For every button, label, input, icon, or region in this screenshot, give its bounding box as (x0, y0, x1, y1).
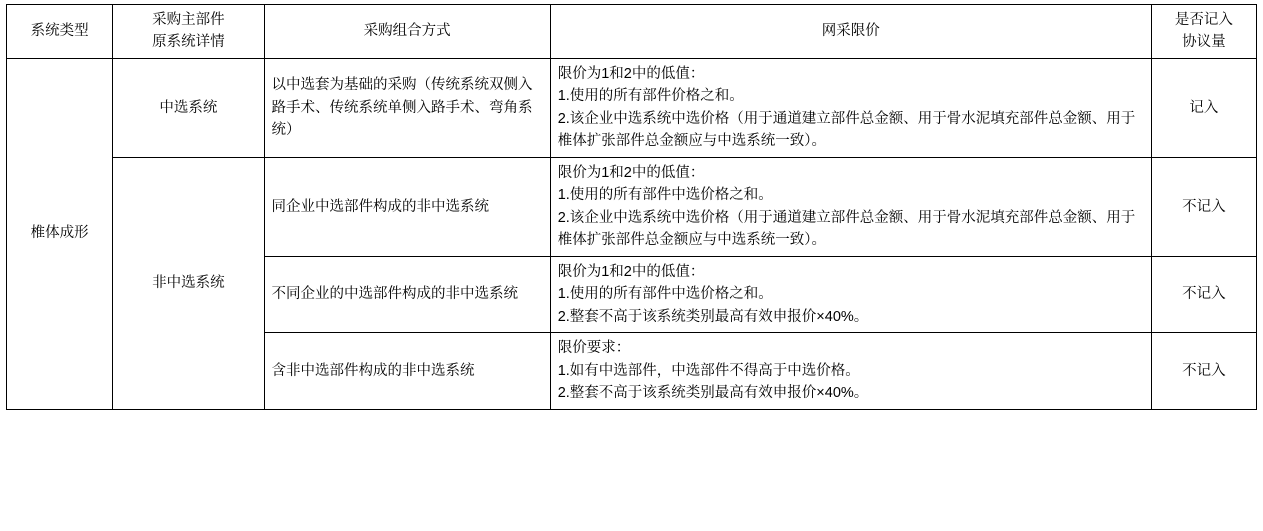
header-combination (264, 5, 550, 59)
price-limit-line: 2.该企业中选系统中选价格（用于通道建立部件总金额、用于骨水泥填充部件总金额、用于椎体扩张部件总金额应与中选系统一致）。 (557, 209, 1136, 249)
procurement-price-limit-table (6, 4, 1257, 410)
header-recorded-line-1: 是否记入 (1174, 12, 1233, 28)
header-recorded (1151, 5, 1256, 59)
cell-recorded: 不记入 (1151, 256, 1256, 332)
cell-combination: 含非中选部件构成的非中选系统 (264, 333, 550, 409)
price-limit-line: 1.如有中选部件，中选部件不得高于中选价格。 (557, 362, 860, 379)
table-body (7, 58, 1257, 409)
cell-price-limit (550, 157, 1151, 256)
cell-price-limit (550, 333, 1151, 409)
price-limit-line: 1.使用的所有部件价格之和。 (557, 88, 744, 105)
cell-combination: 不同企业的中选部件构成的非中选系统 (264, 256, 550, 332)
header-combination-line-1: 采购组合方式 (363, 23, 451, 40)
cell-recorded: 记入 (1151, 58, 1256, 157)
header-price-limit-line-1: 网采限价 (821, 23, 880, 40)
price-limit-line: 2.该企业中选系统中选价格（用于通道建立部件总金额、用于骨水泥填充部件总金额、用于椎体扩张部件总金额应与中选系统一致）。 (557, 110, 1136, 150)
price-limit-line: 2.整套不高于该系统类别最高有效申报价×40%。 (557, 308, 869, 325)
price-limit-line: 1.使用的所有部件中选价格之和。 (557, 286, 773, 303)
header-main-part-line-2: 原系统详情 (152, 34, 225, 51)
cell-main-part-non-selected: 非中选系统 (113, 157, 264, 409)
cell-price-limit (550, 256, 1151, 332)
header-row (7, 5, 1257, 59)
cell-main-part-selected: 中选系统 (113, 58, 264, 157)
price-limit-line: 1.使用的所有部件中选价格之和。 (557, 187, 773, 204)
cell-price-limit (550, 58, 1151, 157)
header-recorded-line-2: 协议量 (1182, 34, 1226, 51)
header-system-type (7, 5, 113, 59)
price-limit-line: 2.整套不高于该系统类别最高有效申报价×40%。 (557, 385, 869, 402)
header-system-type-line-1: 系统类型 (30, 23, 89, 40)
cell-combination: 以中选套为基础的采购（传统系统双侧入路手术、传统系统单侧入路手术、弯角系统） (264, 58, 550, 157)
header-main-part (113, 5, 264, 59)
cell-recorded: 不记入 (1151, 157, 1256, 256)
cell-combination: 同企业中选部件构成的非中选系统 (264, 157, 550, 256)
cell-system-type: 椎体成形 (7, 58, 113, 409)
header-price-limit (550, 5, 1151, 59)
price-limit-line: 限价为1和2中的低值： (557, 164, 705, 181)
cell-recorded: 不记入 (1151, 333, 1256, 409)
table-header (7, 5, 1257, 59)
price-limit-line: 限价要求： (557, 340, 631, 357)
table-row (7, 157, 1257, 256)
header-main-part-line-1: 采购主部件 (152, 12, 225, 28)
price-limit-line: 限价为1和2中的低值： (557, 263, 705, 280)
price-limit-line: 限价为1和2中的低值： (557, 65, 705, 82)
table-row (7, 58, 1257, 157)
